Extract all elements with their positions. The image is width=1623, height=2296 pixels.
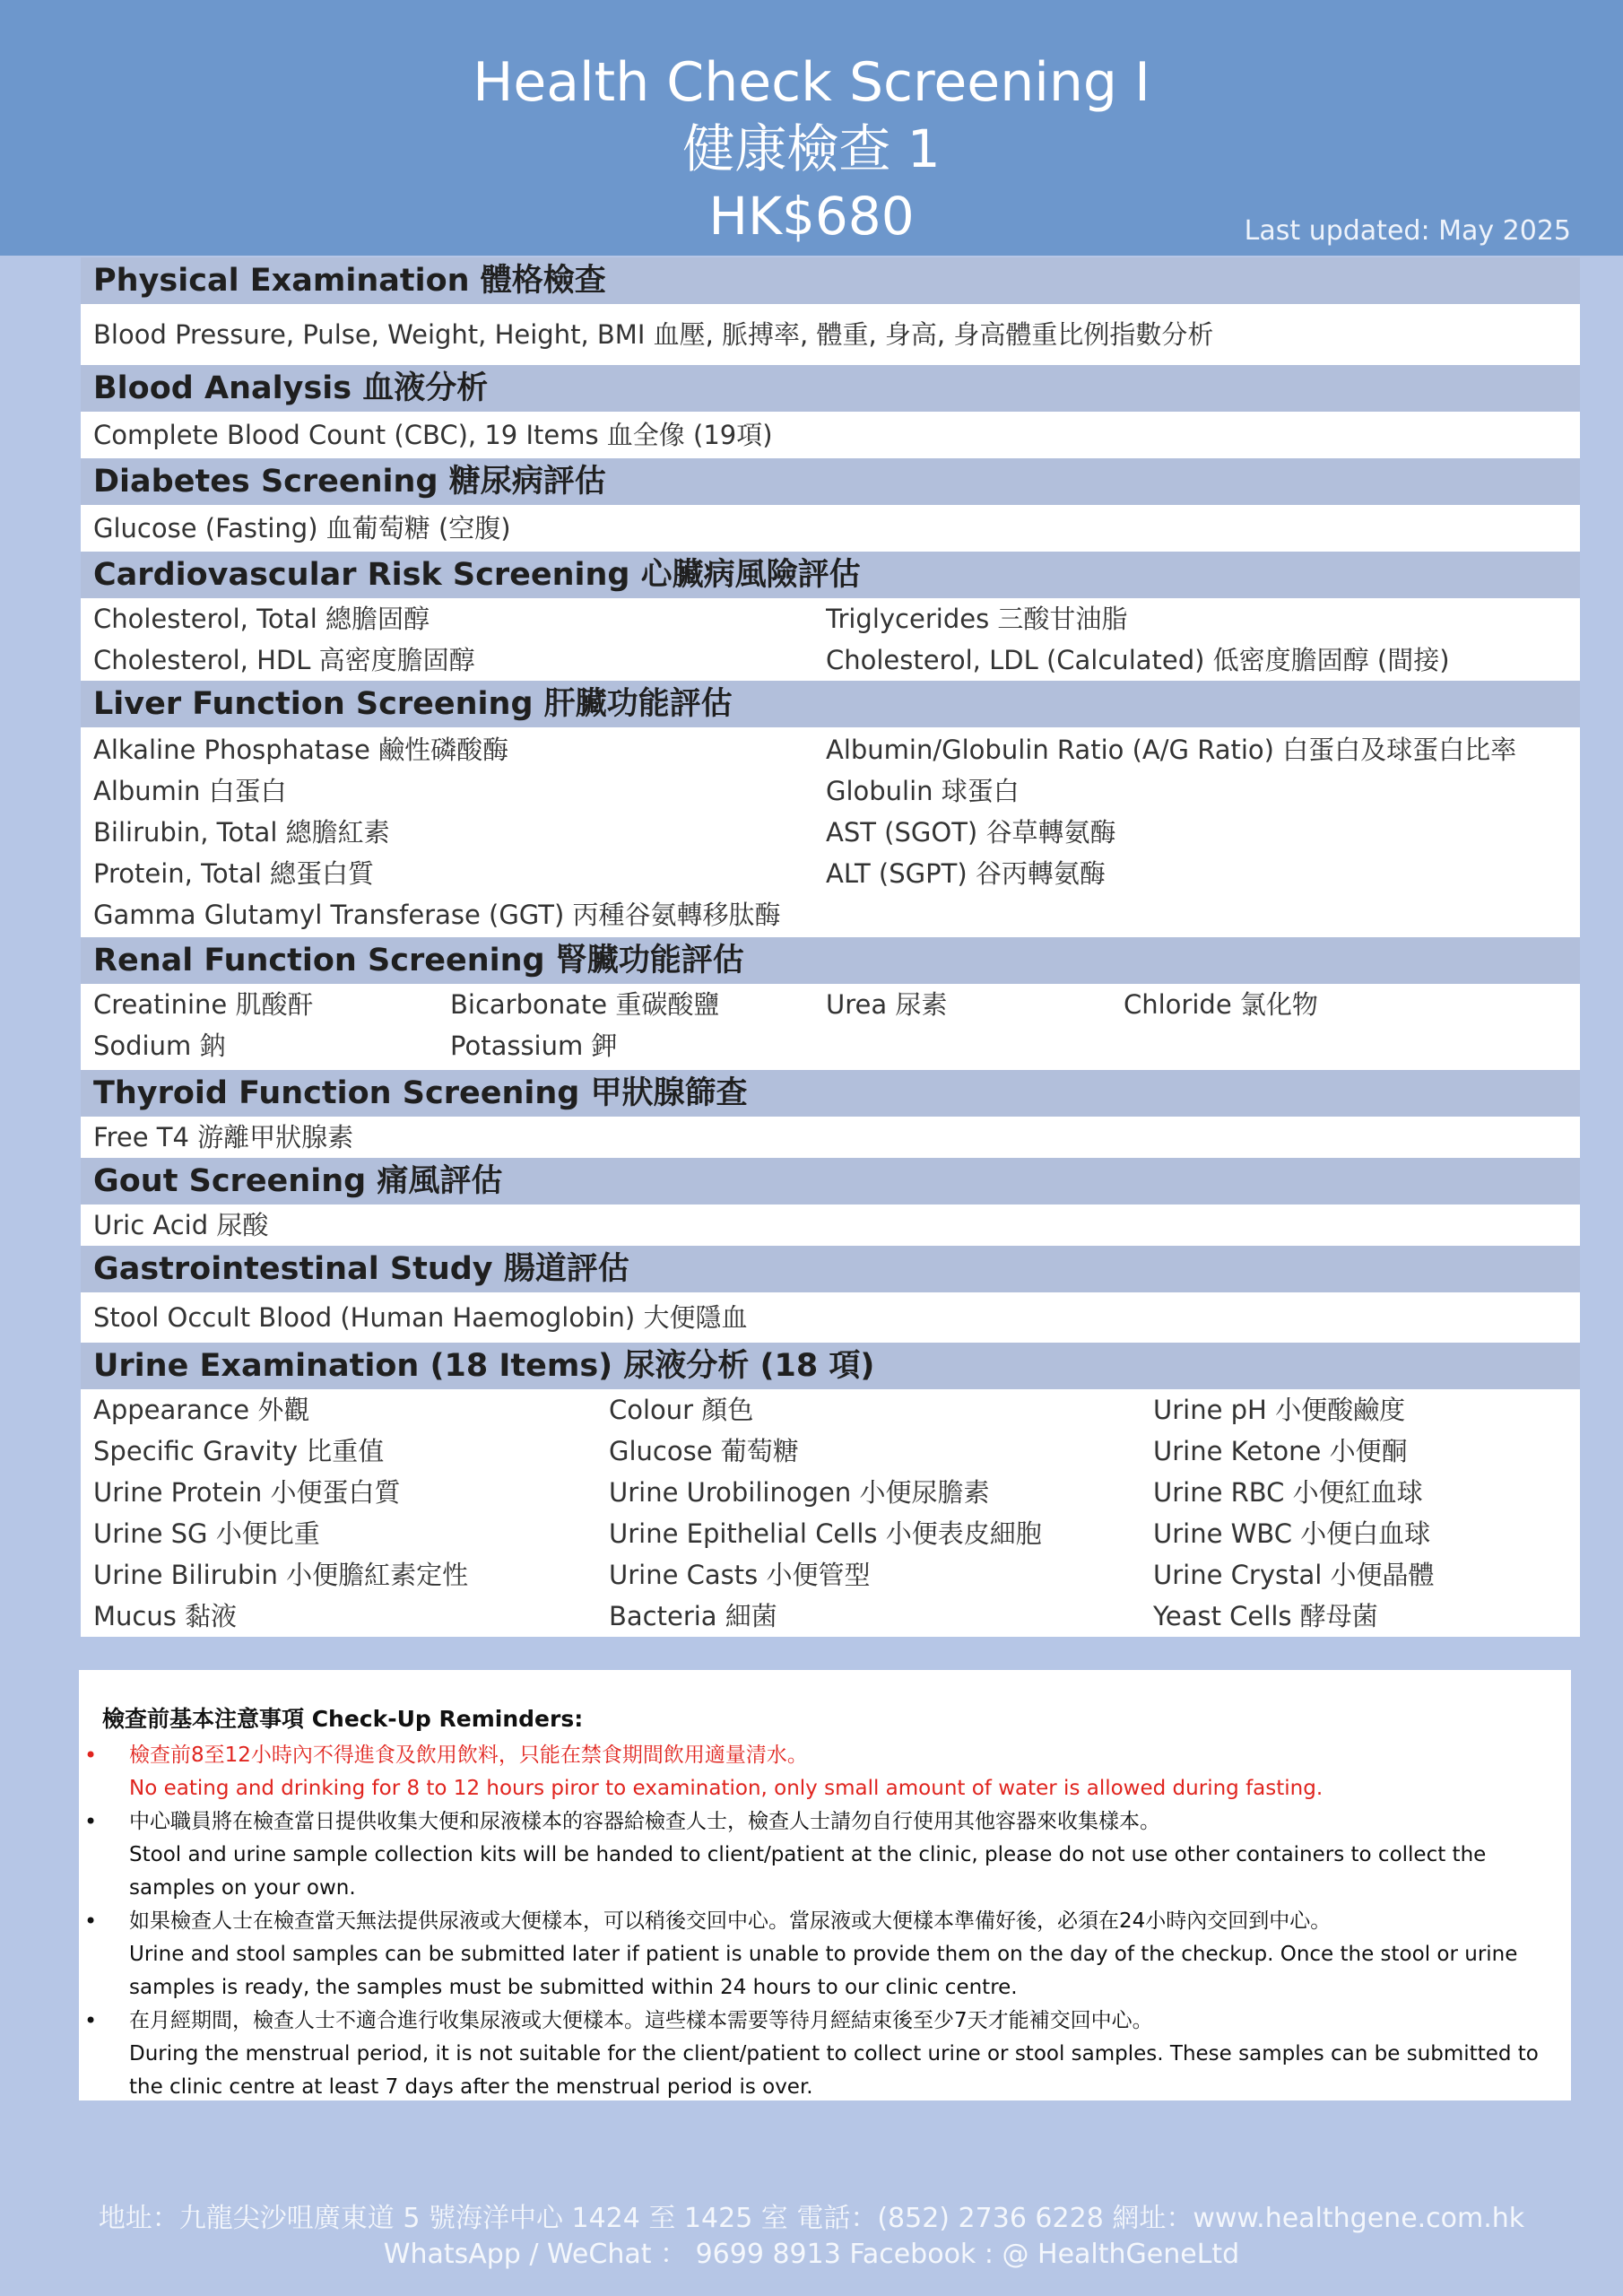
last-updated: Last updated: May 2025	[1244, 215, 1571, 247]
list-item: Alkaline Phosphatase 鹼性磷酸酶	[93, 735, 509, 765]
list-item: Urine RBC 小便紅血球	[1153, 1477, 1423, 1508]
section-body-gout	[81, 1205, 1580, 1246]
list-item: Globulin 球蛋白	[826, 776, 1020, 806]
reminder-zh: 檢查前8至12小時內不得進食及飲用飲料，只能在禁食期間飲用適量清水。	[129, 1744, 808, 1767]
list-row	[93, 1513, 1567, 1554]
list-item: Colour 顏色	[609, 1395, 754, 1425]
section-title-renal: Renal Function Screening 腎臟功能評估	[81, 937, 1580, 984]
section-body-cardio	[81, 598, 1580, 681]
bullet-icon: •	[84, 2008, 98, 2033]
list-item: Cholesterol, Total 總膽固醇	[93, 604, 430, 634]
list-row	[93, 1025, 1567, 1066]
physical-items: Blood Pressure, Pulse, Weight, Height, BMI 血壓, 脈搏率, 體重, 身高, 身高體重比例指數分析	[93, 319, 1214, 350]
section-body-urine	[81, 1389, 1580, 1637]
section-title-urine: Urine Examination (18 Items) 尿液分析 (18 項)	[81, 1343, 1580, 1389]
list-row	[93, 984, 1567, 1025]
list-item: Specific Gravity 比重值	[93, 1436, 385, 1466]
list-item: Gamma Glutamyl Transferase (GGT) 丙種谷氨轉移肽酶	[93, 900, 781, 930]
list-row	[93, 853, 1567, 894]
reminder-zh: 在月經期間，檢查人士不適合進行收集尿液或大便樣本。這些樣本需要等待月經結束後至少7天才能補交回中心。	[129, 2009, 1153, 2032]
list-item: Yeast Cells 酵母菌	[1153, 1601, 1378, 1631]
reminder-en: During the menstrual period, it is not suitable for the client/patient to collect urine or stool samples. These samples can be submitted to the clinic centre at least 7 days after the menstrual period is over.	[129, 2042, 1539, 2099]
list-item: ALT (SGPT) 谷丙轉氨酶	[826, 858, 1106, 889]
reminder-en: Urine and stool samples can be submitted later if patient is unable to provide them on the day of the checkup. Once the stool or urine samples is ready, the samples must be submitted within 24 hours to our clinic centre.	[129, 1943, 1518, 1999]
section-title-diabetes: Diabetes Screening 糖尿病評估	[81, 458, 1580, 505]
list-row	[93, 1554, 1567, 1596]
list-item: Mucus 黏液	[93, 1601, 238, 1631]
list-item: Urine Bilirubin 小便膽紅素定性	[93, 1560, 469, 1590]
list-row	[93, 639, 1567, 681]
list-item: Urine SG 小便比重	[93, 1518, 320, 1549]
list-item: AST (SGOT) 谷草轉氨酶	[826, 817, 1116, 848]
section-title-gastrointestinal: Gastrointestinal Study 腸道評估	[81, 1246, 1580, 1292]
list-item: Protein, Total 總蛋白質	[93, 858, 375, 889]
section-title-gout: Gout Screening 痛風評估	[81, 1158, 1580, 1205]
reminders-title: 檢查前基本注意事項 Check-Up Reminders:	[102, 1706, 584, 1732]
list-row	[93, 1596, 1567, 1637]
list-item: Urine Protein 小便蛋白質	[93, 1477, 401, 1508]
bullet-icon: •	[84, 1809, 98, 1834]
blood-items: Complete Blood Count (CBC), 19 Items 血全像 (19項)	[93, 420, 773, 450]
gi-items: Stool Occult Blood (Human Haemoglobin) 大便隱血	[93, 1302, 748, 1333]
list-row	[93, 598, 1567, 639]
list-item: Urine pH 小便酸鹼度	[1153, 1395, 1406, 1425]
list-item: Bilirubin, Total 總膽紅素	[93, 817, 390, 848]
list-item: Urine Ketone 小便酮	[1153, 1436, 1408, 1466]
list-item: Cholesterol, HDL 高密度膽固醇	[93, 645, 475, 675]
screening-content	[81, 257, 1580, 1637]
gout-items: Uric Acid 尿酸	[93, 1210, 269, 1240]
section-body-gastrointestinal	[81, 1292, 1580, 1343]
checkup-reminders	[79, 1670, 1571, 2100]
list-item: Bicarbonate 重碳酸鹽	[450, 989, 720, 1020]
list-row	[93, 894, 1567, 935]
section-body-thyroid	[81, 1117, 1580, 1158]
footer-address: 地址：九龍尖沙咀廣東道 5 號海洋中心 1424 至 1425 室 電話：(852) 2736 6228 網址：www.healthgene.com.hk	[98, 2203, 1525, 2234]
section-body-renal	[81, 984, 1580, 1070]
reminder-en: No eating and drinking for 8 to 12 hours piror to examination, only small amount of water is allowed during fasting.	[129, 1777, 1324, 1800]
list-item: Sodium 鈉	[93, 1031, 226, 1061]
list-row	[93, 1472, 1567, 1513]
list-item: Albumin/Globulin Ratio (A/G Ratio) 白蛋白及球蛋白比率	[826, 735, 1517, 765]
list-row	[93, 1431, 1567, 1472]
list-item: Urine Casts 小便管型	[609, 1560, 871, 1590]
reminder-en: Stool and urine sample collection kits will be handed to client/patient at the clinic, please do not use other containers to collect the samples on your own.	[129, 1843, 1487, 1900]
section-body-blood	[81, 412, 1580, 458]
list-row	[93, 812, 1567, 853]
section-title-cardio: Cardiovascular Risk Screening 心臟病風險評估	[81, 552, 1580, 598]
page-header	[0, 0, 1623, 256]
list-item: Cholesterol, LDL (Calculated) 低密度膽固醇 (間接)	[826, 645, 1450, 675]
section-title-physical: Physical Examination 體格檢查	[81, 257, 1580, 304]
section-title-blood: Blood Analysis 血液分析	[81, 365, 1580, 412]
section-title-liver: Liver Function Screening 肝臟功能評估	[81, 681, 1580, 727]
list-item: Chloride 氯化物	[1124, 989, 1318, 1020]
list-item: Potassium 鉀	[450, 1031, 618, 1061]
reminder-zh: 如果檢查人士在檢查當天無法提供尿液或大便樣本，可以稍後交回中心。當尿液或大便樣本準備好後，必須在24小時內交回到中心。	[129, 1909, 1332, 1933]
footer-contact: WhatsApp / WeChat ： 9699 8913 Facebook : @ HealthGeneLtd	[383, 2239, 1240, 2270]
bullet-icon: •	[84, 1743, 98, 1768]
bullet-icon: •	[84, 1909, 98, 1934]
list-item: Urine Crystal 小便晶體	[1153, 1560, 1435, 1590]
list-item: Appearance 外觀	[93, 1395, 310, 1425]
list-item: Creatinine 肌酸酐	[93, 989, 314, 1020]
list-item: Urine WBC 小便白血球	[1153, 1518, 1431, 1549]
list-item: Urine Urobilinogen 小便尿膽素	[609, 1477, 990, 1508]
list-item: Glucose 葡萄糖	[609, 1436, 799, 1466]
reminder-item	[84, 1905, 1571, 2005]
section-title-thyroid: Thyroid Function Screening 甲狀腺篩查	[81, 1070, 1580, 1117]
reminder-item	[84, 1805, 1571, 1905]
reminder-item	[84, 2005, 1571, 2104]
list-row	[93, 770, 1567, 812]
list-item: Bacteria 細菌	[609, 1601, 777, 1631]
list-row	[93, 1389, 1567, 1431]
list-item: Albumin 白蛋白	[93, 776, 287, 806]
reminder-zh: 中心職員將在檢查當日提供收集大便和尿液樣本的容器給檢查人士，檢查人士請勿自行使用其他容器來收集樣本。	[129, 1810, 1160, 1833]
diabetes-items: Glucose (Fasting) 血葡萄糖 (空腹)	[93, 513, 511, 544]
list-item: Triglycerides 三酸甘油脂	[826, 604, 1128, 634]
thyroid-items: Free T4 游離甲狀腺素	[93, 1122, 354, 1152]
title-english: Health Check Screening I	[473, 51, 1150, 114]
section-body-diabetes	[81, 505, 1580, 552]
list-row	[93, 729, 1567, 770]
list-item: Urine Epithelial Cells 小便表皮細胞	[609, 1518, 1042, 1549]
reminder-item	[84, 1739, 1571, 1805]
list-item: Urea 尿素	[826, 989, 948, 1020]
title-chinese: 健康檢查 1	[682, 118, 941, 179]
section-body-physical	[81, 304, 1580, 365]
section-body-liver	[81, 727, 1580, 937]
price: HK$680	[708, 186, 915, 247]
